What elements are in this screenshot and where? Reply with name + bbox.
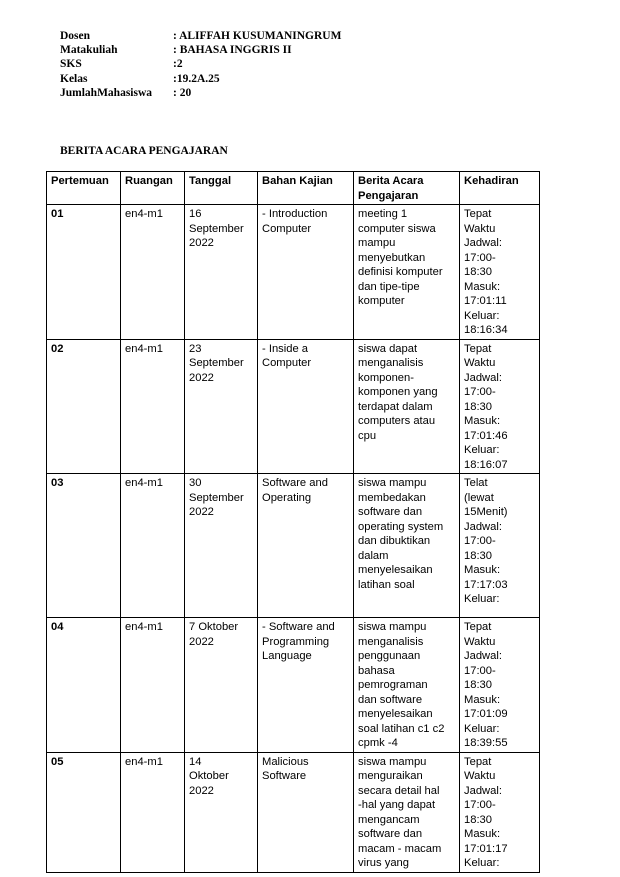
cell-ruangan: en4-m1 — [121, 752, 185, 872]
cell-pertemuan: 01 — [47, 205, 121, 340]
cell-bahan-kajian: Malicious Software — [258, 752, 354, 872]
cell-tanggal: 16 September 2022 — [185, 205, 258, 340]
table-row — [47, 752, 540, 872]
header-pertemuan: Pertemuan — [47, 172, 121, 205]
cell-kehadiran: Tepat Waktu Jadwal: 17:00- 18:30 Masuk: 17:01:09 Keluar: 18:39:55 — [460, 618, 540, 753]
cell-bahan-kajian: - Software and Programming Language — [258, 618, 354, 753]
cell-berita-acara: siswa mampu membedakan software dan operating system dan dibuktikan dalam menyelesaikan latihan soal — [354, 474, 460, 618]
cell-ruangan: en4-m1 — [121, 474, 185, 618]
info-value: : BAHASA INGGRIS II — [173, 44, 292, 57]
cell-bahan-kajian: - Introduction Computer — [258, 205, 354, 340]
header-kehadiran: Kehadiran — [460, 172, 540, 205]
cell-kehadiran: Tepat Waktu Jadwal: 17:00- 18:30 Masuk: 17:01:17 Keluar: — [460, 752, 540, 872]
header-ruangan: Ruangan — [121, 172, 185, 205]
table-row — [47, 339, 540, 474]
cell-tanggal: 14 Oktober 2022 — [185, 752, 258, 872]
cell-tanggal: 23 September 2022 — [185, 339, 258, 474]
header-bahan-kajian: Bahan Kajian — [258, 172, 354, 205]
info-label: SKS — [60, 58, 82, 71]
cell-ruangan: en4-m1 — [121, 205, 185, 340]
cell-bahan-kajian: Software and Operating — [258, 474, 354, 618]
document-title: BERITA ACARA PENGAJARAN — [60, 145, 228, 157]
info-value: :2 — [173, 58, 183, 71]
table-row — [47, 474, 540, 618]
cell-pertemuan: 04 — [47, 618, 121, 753]
cell-berita-acara: siswa mampu menganalisis penggunaan bahasa pemrograman dan software menyelesaikan soal latihan c1 c2 cpmk -4 — [354, 618, 460, 753]
table-row — [47, 618, 540, 753]
info-value: : 20 — [173, 86, 192, 99]
table-row — [47, 205, 540, 340]
course-info — [60, 29, 341, 100]
info-value: :19.2A.25 — [173, 72, 220, 85]
info-row-dosen — [60, 29, 341, 43]
cell-tanggal: 7 Oktober 2022 — [185, 618, 258, 753]
info-label: JumlahMahasiswa — [60, 86, 153, 99]
info-label: Dosen — [60, 30, 91, 42]
cell-pertemuan: 02 — [47, 339, 121, 474]
header-berita-acara: Berita Acara Pengajaran — [354, 172, 460, 205]
cell-tanggal: 30 September 2022 — [185, 474, 258, 618]
info-row-matakuliah — [60, 43, 341, 57]
table-header-row — [47, 172, 540, 205]
cell-berita-acara: siswa mampu menguraikan secara detail hal -hal yang dapat mengancam software dan macam - macam virus yang — [354, 752, 460, 872]
info-value: : ALIFFAH KUSUMANINGRUM — [173, 30, 342, 42]
header-tanggal: Tanggal — [185, 172, 258, 205]
cell-pertemuan: 03 — [47, 474, 121, 618]
cell-ruangan: en4-m1 — [121, 618, 185, 753]
cell-kehadiran: Telat (lewat 15Menit) Jadwal: 17:00- 18:30 Masuk: 17:17:03 Keluar: — [460, 474, 540, 618]
info-row-jumlah-mahasiswa — [60, 86, 341, 100]
info-row-kelas — [60, 72, 341, 86]
cell-pertemuan: 05 — [47, 752, 121, 872]
cell-ruangan: en4-m1 — [121, 339, 185, 474]
info-label: Kelas — [60, 72, 88, 85]
cell-berita-acara: siswa dapat menganalisis komponen- komponen yang terdapat dalam computers atau cpu — [354, 339, 460, 474]
info-label: Matakuliah — [60, 44, 118, 57]
cell-kehadiran: Tepat Waktu Jadwal: 17:00- 18:30 Masuk: 17:01:11 Keluar: 18:16:34 — [460, 205, 540, 340]
cell-bahan-kajian: - Inside a Computer — [258, 339, 354, 474]
attendance-table — [46, 171, 540, 873]
info-row-sks — [60, 57, 341, 71]
cell-berita-acara: meeting 1 computer siswa mampu menyebutkan definisi komputer dan tipe-tipe komputer — [354, 205, 460, 340]
cell-kehadiran: Tepat Waktu Jadwal: 17:00- 18:30 Masuk: 17:01:46 Keluar: 18:16:07 — [460, 339, 540, 474]
